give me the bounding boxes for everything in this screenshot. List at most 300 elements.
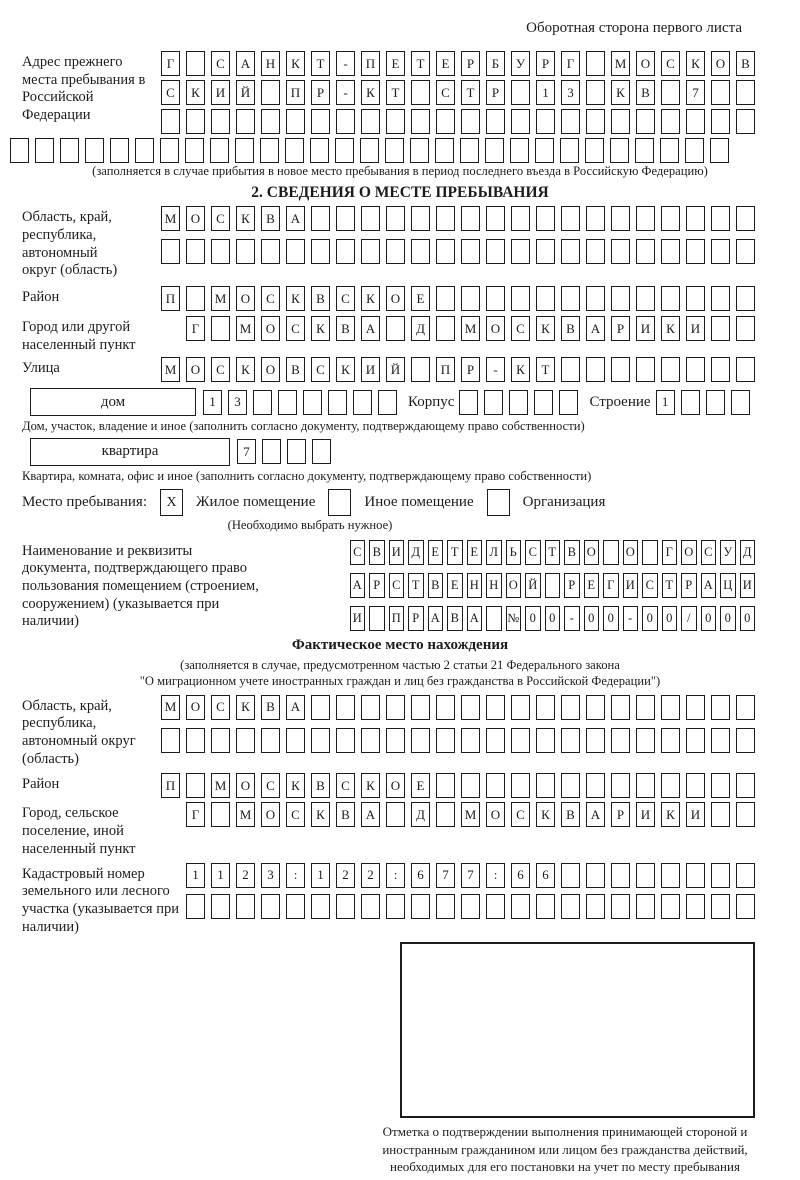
char-box[interactable]: 2 — [361, 863, 380, 888]
char-box[interactable] — [586, 728, 605, 753]
char-box[interactable]: Г — [561, 51, 580, 76]
char-box[interactable] — [636, 863, 655, 888]
char-box[interactable] — [711, 316, 730, 341]
region-row-2[interactable] — [161, 239, 755, 264]
char-box[interactable] — [561, 695, 580, 720]
char-box[interactable] — [85, 138, 104, 163]
region-row-1[interactable] — [161, 206, 755, 231]
city-row[interactable] — [186, 316, 755, 341]
char-box[interactable] — [336, 206, 355, 231]
actual-city-row[interactable] — [186, 802, 755, 827]
char-box[interactable]: 0 — [584, 606, 600, 631]
char-box[interactable] — [311, 728, 330, 753]
prev-address-row-4[interactable] — [10, 138, 755, 163]
char-box[interactable] — [336, 695, 355, 720]
char-box[interactable] — [361, 695, 380, 720]
char-box[interactable]: П — [389, 606, 405, 631]
char-box[interactable] — [461, 773, 480, 798]
char-box[interactable] — [486, 606, 502, 631]
char-box[interactable] — [536, 695, 555, 720]
checkbox-organization[interactable] — [487, 489, 510, 516]
char-box[interactable] — [361, 239, 380, 264]
char-box[interactable]: Р — [486, 80, 505, 105]
char-box[interactable] — [386, 802, 405, 827]
char-box[interactable] — [561, 109, 580, 134]
char-box[interactable]: 0 — [642, 606, 658, 631]
char-box[interactable] — [278, 390, 297, 415]
char-box[interactable]: Е — [467, 540, 483, 565]
char-box[interactable]: А — [236, 51, 255, 76]
char-box[interactable] — [736, 802, 755, 827]
house-number-boxes[interactable] — [203, 390, 397, 415]
char-box[interactable] — [461, 109, 480, 134]
char-box[interactable]: В — [428, 573, 444, 598]
char-box[interactable] — [486, 695, 505, 720]
char-box[interactable]: К — [661, 316, 680, 341]
char-box[interactable] — [711, 239, 730, 264]
char-box[interactable]: П — [161, 773, 180, 798]
char-box[interactable] — [586, 863, 605, 888]
char-box[interactable] — [435, 138, 454, 163]
char-box[interactable] — [186, 728, 205, 753]
char-box[interactable] — [186, 109, 205, 134]
char-box[interactable] — [661, 894, 680, 919]
char-box[interactable]: Е — [386, 51, 405, 76]
char-box[interactable]: Е — [411, 286, 430, 311]
char-box[interactable]: С — [525, 540, 541, 565]
char-box[interactable] — [586, 286, 605, 311]
char-box[interactable] — [611, 728, 630, 753]
char-box[interactable]: М — [236, 316, 255, 341]
char-box[interactable] — [161, 728, 180, 753]
char-box[interactable]: Т — [411, 51, 430, 76]
char-box[interactable] — [686, 109, 705, 134]
char-box[interactable] — [361, 109, 380, 134]
char-box[interactable] — [536, 286, 555, 311]
char-box[interactable] — [711, 695, 730, 720]
char-box[interactable]: Г — [161, 51, 180, 76]
char-box[interactable]: А — [701, 573, 717, 598]
char-box[interactable] — [328, 390, 347, 415]
document-row-3[interactable] — [350, 606, 756, 631]
char-box[interactable]: 7 — [461, 863, 480, 888]
char-box[interactable]: Й — [236, 80, 255, 105]
char-box[interactable]: Е — [428, 540, 444, 565]
char-box[interactable] — [711, 728, 730, 753]
char-box[interactable] — [711, 80, 730, 105]
char-box[interactable]: В — [311, 286, 330, 311]
char-box[interactable]: М — [611, 51, 630, 76]
char-box[interactable]: М — [161, 206, 180, 231]
char-box[interactable]: Е — [436, 51, 455, 76]
char-box[interactable]: Ц — [720, 573, 736, 598]
char-box[interactable] — [686, 894, 705, 919]
char-box[interactable]: К — [236, 695, 255, 720]
char-box[interactable]: К — [236, 206, 255, 231]
char-box[interactable]: 6 — [511, 863, 530, 888]
char-box[interactable]: А — [286, 695, 305, 720]
char-box[interactable] — [460, 138, 479, 163]
char-box[interactable] — [561, 357, 580, 382]
char-box[interactable]: У — [720, 540, 736, 565]
char-box[interactable]: Л — [486, 540, 502, 565]
char-box[interactable]: В — [336, 802, 355, 827]
char-box[interactable]: М — [461, 316, 480, 341]
char-box[interactable] — [736, 109, 755, 134]
char-box[interactable]: П — [436, 357, 455, 382]
char-box[interactable]: О — [236, 773, 255, 798]
char-box[interactable] — [160, 138, 179, 163]
char-box[interactable] — [361, 728, 380, 753]
char-box[interactable] — [535, 138, 554, 163]
char-box[interactable] — [511, 239, 530, 264]
char-box[interactable] — [210, 138, 229, 163]
char-box[interactable] — [386, 728, 405, 753]
char-box[interactable] — [286, 239, 305, 264]
char-box[interactable]: И — [623, 573, 639, 598]
char-box[interactable]: С — [261, 773, 280, 798]
apartment-boxes[interactable] — [237, 439, 331, 464]
char-box[interactable] — [386, 695, 405, 720]
char-box[interactable] — [253, 390, 272, 415]
checkbox-other-premises[interactable] — [328, 489, 351, 516]
char-box[interactable]: Н — [486, 573, 502, 598]
char-box[interactable] — [586, 773, 605, 798]
char-box[interactable] — [461, 894, 480, 919]
char-box[interactable]: Е — [584, 573, 600, 598]
char-box[interactable] — [436, 894, 455, 919]
char-box[interactable]: С — [436, 80, 455, 105]
char-box[interactable]: 0 — [545, 606, 561, 631]
char-box[interactable]: 0 — [603, 606, 619, 631]
char-box[interactable]: 3 — [561, 80, 580, 105]
char-box[interactable] — [711, 286, 730, 311]
char-box[interactable]: А — [586, 316, 605, 341]
char-box[interactable]: С — [211, 51, 230, 76]
char-box[interactable]: Е — [447, 573, 463, 598]
char-box[interactable] — [736, 239, 755, 264]
char-box[interactable] — [236, 239, 255, 264]
char-box[interactable]: К — [536, 802, 555, 827]
char-box[interactable]: С — [311, 357, 330, 382]
char-box[interactable] — [436, 802, 455, 827]
char-box[interactable] — [436, 695, 455, 720]
char-box[interactable] — [211, 728, 230, 753]
char-box[interactable] — [378, 390, 397, 415]
char-box[interactable]: Н — [467, 573, 483, 598]
char-box[interactable] — [611, 286, 630, 311]
actual-district-row[interactable] — [161, 773, 755, 798]
char-box[interactable]: О — [261, 357, 280, 382]
char-box[interactable] — [369, 606, 385, 631]
char-box[interactable]: Р — [461, 357, 480, 382]
char-box[interactable]: В — [261, 695, 280, 720]
char-box[interactable]: 7 — [436, 863, 455, 888]
char-box[interactable] — [536, 728, 555, 753]
char-box[interactable] — [461, 239, 480, 264]
char-box[interactable]: 1 — [311, 863, 330, 888]
char-box[interactable]: Т — [536, 357, 555, 382]
char-box[interactable] — [461, 286, 480, 311]
char-box[interactable] — [411, 109, 430, 134]
char-box[interactable] — [411, 239, 430, 264]
char-box[interactable]: 1 — [186, 863, 205, 888]
char-box[interactable]: С — [511, 802, 530, 827]
actual-region-row-1[interactable] — [161, 695, 755, 720]
char-box[interactable] — [611, 863, 630, 888]
char-box[interactable] — [661, 695, 680, 720]
char-box[interactable]: С — [511, 316, 530, 341]
char-box[interactable]: И — [636, 316, 655, 341]
char-box[interactable]: О — [681, 540, 697, 565]
char-box[interactable]: К — [361, 286, 380, 311]
char-box[interactable] — [186, 894, 205, 919]
char-box[interactable] — [211, 802, 230, 827]
char-box[interactable] — [636, 773, 655, 798]
char-box[interactable]: О — [261, 802, 280, 827]
char-box[interactable] — [286, 109, 305, 134]
char-box[interactable] — [312, 439, 331, 464]
char-box[interactable] — [386, 894, 405, 919]
char-box[interactable] — [586, 695, 605, 720]
char-box[interactable]: С — [286, 316, 305, 341]
char-box[interactable] — [436, 773, 455, 798]
char-box[interactable] — [161, 239, 180, 264]
char-box[interactable]: М — [211, 773, 230, 798]
char-box[interactable]: О — [584, 540, 600, 565]
char-box[interactable]: 0 — [701, 606, 717, 631]
char-box[interactable]: : — [486, 863, 505, 888]
char-box[interactable] — [661, 357, 680, 382]
char-box[interactable] — [486, 728, 505, 753]
char-box[interactable] — [484, 390, 503, 415]
char-box[interactable] — [536, 206, 555, 231]
char-box[interactable]: 6 — [536, 863, 555, 888]
stroenie-boxes[interactable] — [656, 390, 750, 415]
char-box[interactable] — [561, 894, 580, 919]
char-box[interactable] — [661, 239, 680, 264]
char-box[interactable] — [661, 728, 680, 753]
char-box[interactable] — [561, 286, 580, 311]
char-box[interactable]: К — [311, 802, 330, 827]
char-box[interactable]: 0 — [662, 606, 678, 631]
char-box[interactable] — [353, 390, 372, 415]
char-box[interactable] — [436, 316, 455, 341]
char-box[interactable]: С — [261, 286, 280, 311]
char-box[interactable] — [661, 206, 680, 231]
char-box[interactable] — [486, 206, 505, 231]
char-box[interactable] — [461, 728, 480, 753]
char-box[interactable]: Р — [611, 802, 630, 827]
char-box[interactable] — [611, 239, 630, 264]
char-box[interactable] — [511, 894, 530, 919]
char-box[interactable]: В — [311, 773, 330, 798]
char-box[interactable]: Р — [536, 51, 555, 76]
char-box[interactable] — [686, 206, 705, 231]
char-box[interactable] — [586, 239, 605, 264]
char-box[interactable]: М — [161, 695, 180, 720]
char-box[interactable] — [686, 239, 705, 264]
char-box[interactable]: В — [286, 357, 305, 382]
char-box[interactable] — [706, 390, 725, 415]
char-box[interactable] — [211, 894, 230, 919]
char-box[interactable]: М — [461, 802, 480, 827]
char-box[interactable] — [661, 109, 680, 134]
char-box[interactable]: 1 — [211, 863, 230, 888]
char-box[interactable]: К — [186, 80, 205, 105]
char-box[interactable] — [731, 390, 750, 415]
char-box[interactable]: / — [681, 606, 697, 631]
char-box[interactable]: О — [636, 51, 655, 76]
char-box[interactable] — [486, 109, 505, 134]
char-box[interactable]: С — [336, 286, 355, 311]
char-box[interactable]: С — [286, 802, 305, 827]
char-box[interactable] — [736, 728, 755, 753]
char-box[interactable]: О — [386, 773, 405, 798]
char-box[interactable]: Т — [311, 51, 330, 76]
char-box[interactable]: Ь — [506, 540, 522, 565]
char-box[interactable] — [536, 109, 555, 134]
document-row-1[interactable] — [350, 540, 756, 565]
char-box[interactable] — [336, 728, 355, 753]
district-row[interactable] — [161, 286, 755, 311]
char-box[interactable]: В — [736, 51, 755, 76]
char-box[interactable] — [361, 894, 380, 919]
char-box[interactable] — [261, 728, 280, 753]
char-box[interactable]: К — [286, 51, 305, 76]
char-box[interactable] — [711, 863, 730, 888]
char-box[interactable] — [636, 286, 655, 311]
char-box[interactable] — [611, 695, 630, 720]
char-box[interactable]: К — [336, 357, 355, 382]
char-box[interactable] — [110, 138, 129, 163]
char-box[interactable]: К — [361, 80, 380, 105]
char-box[interactable]: Д — [411, 802, 430, 827]
char-box[interactable]: И — [686, 802, 705, 827]
char-box[interactable] — [311, 239, 330, 264]
char-box[interactable] — [511, 286, 530, 311]
char-box[interactable]: С — [389, 573, 405, 598]
char-box[interactable]: С — [211, 206, 230, 231]
char-box[interactable]: 6 — [411, 863, 430, 888]
char-box[interactable]: А — [361, 802, 380, 827]
char-box[interactable] — [711, 773, 730, 798]
char-box[interactable]: М — [161, 357, 180, 382]
char-box[interactable]: В — [369, 540, 385, 565]
char-box[interactable]: 3 — [261, 863, 280, 888]
char-box[interactable] — [311, 206, 330, 231]
char-box[interactable] — [436, 286, 455, 311]
cadastre-row-2[interactable] — [186, 894, 755, 919]
prev-address-row-2[interactable] — [161, 80, 755, 105]
char-box[interactable] — [686, 728, 705, 753]
char-box[interactable]: К — [661, 802, 680, 827]
char-box[interactable] — [686, 286, 705, 311]
char-box[interactable] — [636, 357, 655, 382]
char-box[interactable] — [486, 286, 505, 311]
char-box[interactable] — [411, 357, 430, 382]
char-box[interactable] — [560, 138, 579, 163]
char-box[interactable] — [636, 239, 655, 264]
char-box[interactable]: О — [186, 206, 205, 231]
char-box[interactable]: 1 — [203, 390, 222, 415]
char-box[interactable] — [186, 286, 205, 311]
char-box[interactable] — [360, 138, 379, 163]
char-box[interactable]: Т — [447, 540, 463, 565]
char-box[interactable] — [386, 206, 405, 231]
char-box[interactable]: Т — [386, 80, 405, 105]
char-box[interactable] — [510, 138, 529, 163]
char-box[interactable]: И — [740, 573, 756, 598]
char-box[interactable]: О — [486, 316, 505, 341]
char-box[interactable] — [661, 863, 680, 888]
char-box[interactable]: Р — [408, 606, 424, 631]
char-box[interactable]: № — [506, 606, 522, 631]
char-box[interactable] — [611, 894, 630, 919]
char-box[interactable]: О — [236, 286, 255, 311]
char-box[interactable] — [385, 138, 404, 163]
char-box[interactable] — [161, 109, 180, 134]
char-box[interactable] — [635, 138, 654, 163]
char-box[interactable]: М — [211, 286, 230, 311]
char-box[interactable] — [60, 138, 79, 163]
char-box[interactable] — [511, 109, 530, 134]
char-box[interactable] — [361, 206, 380, 231]
char-box[interactable] — [285, 138, 304, 163]
char-box[interactable]: Т — [662, 573, 678, 598]
char-box[interactable] — [335, 138, 354, 163]
char-box[interactable] — [586, 894, 605, 919]
char-box[interactable] — [211, 109, 230, 134]
char-box[interactable] — [260, 138, 279, 163]
char-box[interactable]: К — [611, 80, 630, 105]
char-box[interactable] — [511, 695, 530, 720]
char-box[interactable]: С — [642, 573, 658, 598]
char-box[interactable]: С — [161, 80, 180, 105]
char-box[interactable] — [461, 206, 480, 231]
char-box[interactable] — [661, 286, 680, 311]
char-box[interactable]: Г — [603, 573, 619, 598]
char-box[interactable] — [586, 357, 605, 382]
char-box[interactable] — [661, 80, 680, 105]
char-box[interactable]: - — [486, 357, 505, 382]
char-box[interactable]: И — [636, 802, 655, 827]
char-box[interactable] — [10, 138, 29, 163]
char-box[interactable] — [736, 894, 755, 919]
char-box[interactable] — [642, 540, 658, 565]
char-box[interactable]: 7 — [237, 439, 256, 464]
char-box[interactable]: Р — [461, 51, 480, 76]
char-box[interactable]: - — [336, 80, 355, 105]
char-box[interactable]: А — [467, 606, 483, 631]
char-box[interactable]: Д — [740, 540, 756, 565]
char-box[interactable] — [534, 390, 553, 415]
char-box[interactable]: В — [564, 540, 580, 565]
char-box[interactable] — [261, 239, 280, 264]
char-box[interactable] — [410, 138, 429, 163]
char-box[interactable]: Й — [386, 357, 405, 382]
char-box[interactable]: Г — [662, 540, 678, 565]
char-box[interactable] — [311, 109, 330, 134]
char-box[interactable] — [561, 863, 580, 888]
char-box[interactable] — [261, 80, 280, 105]
char-box[interactable] — [561, 728, 580, 753]
char-box[interactable]: А — [586, 802, 605, 827]
char-box[interactable]: И — [389, 540, 405, 565]
char-box[interactable]: - — [564, 606, 580, 631]
char-box[interactable] — [636, 206, 655, 231]
char-box[interactable] — [310, 138, 329, 163]
